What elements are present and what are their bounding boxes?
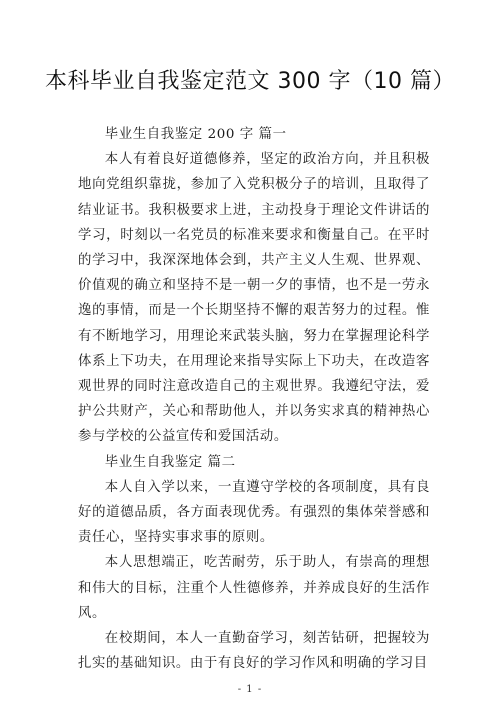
- paragraph: 在校期间，本人一直勤奋学习，刻苦钻研，把握较为扎实的基础知识。由于有良好的学习作风和明确的学习目: [78, 631, 430, 672]
- document-title: 本科毕业自我鉴定范文 300 字（10 篇）: [45, 69, 455, 94]
- page-number: - 1 -: [237, 684, 263, 695]
- section-heading-2: 毕业生自我鉴定 篇二: [104, 454, 236, 470]
- paragraph: 本人思想端正，吃苦耐劳，乐于助人，有崇高的理想和伟大的目标，注重个人性德修养，并养成良好的生活作风。: [78, 555, 430, 621]
- section-heading-1: 毕业生自我鉴定 200 字 篇一: [104, 127, 287, 142]
- document-body: [78, 122, 430, 676]
- paragraph: 本人自入学以来，一直遵守学校的各项制度，具有良好的道德品质，各方面表现优秀。有强烈的集体荣誉感和责任心，坚持实事求事的原则。: [78, 479, 430, 546]
- paragraph: 本人有着良好道德修养，坚定的政治方向，并且积极地向党组织靠拢，参加了入党积极分子的培训，且取得了结业证书。我积极要求上进，主动投身于理论文件讲话的学习，时刻以一名党员的标准来要求和衡量自己。在平时的学习中，我深深地体会到，共产主义人生观、世界观、价值观的确立和坚持不是一朝一夕的事情，也不是一劳永逸的事情，而是一个长期坚持不懈的艰苦努力的过程。惟有不断地学习，用理论来武装头脑，努力在掌握理论科学体系上下功夫，在用理论来指导实际上下功夫，在改造客观世界的同时注意改造自己的主观世界。我遵纪守法，爱护公共财产，关心和帮助他人，并以务实求真的精神热心参与学校的公益宣传和爱国活动。: [78, 152, 430, 445]
